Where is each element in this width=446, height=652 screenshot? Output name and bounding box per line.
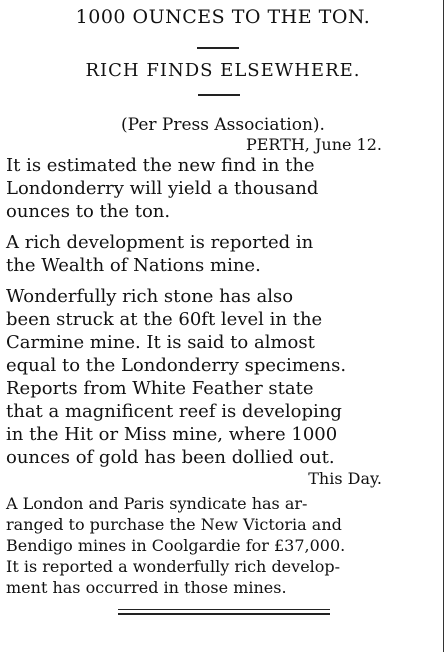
end-rule-bottom bbox=[118, 613, 330, 615]
para5-line5: ment has occurred in those mines. bbox=[6, 578, 287, 597]
credit-line: (Per Press Association). bbox=[121, 115, 325, 135]
para4-line4: ounces of gold has been dollied out. bbox=[6, 447, 335, 468]
para4-line1: Reports from White Feather state bbox=[6, 378, 314, 399]
para5-line3: Bendigo mines in Coolgardie for £37,000. bbox=[6, 536, 346, 555]
para2-line2: the Wealth of Nations mine. bbox=[6, 255, 261, 276]
para3-line1: Wonderfully rich stone has also bbox=[6, 286, 294, 307]
subheadline: RICH FINDS ELSEWHERE. bbox=[85, 60, 361, 81]
para4-line2: that a magnificent reef is developing bbox=[6, 401, 342, 422]
end-rule-top bbox=[118, 609, 330, 610]
para3-line3: Carmine mine. It is said to almost bbox=[6, 332, 315, 353]
dateline-2: This Day. bbox=[308, 469, 382, 488]
para5-line2: ranged to purchase the New Victoria and bbox=[6, 515, 342, 534]
para1-line2: Londonderry will yield a thousand bbox=[6, 178, 319, 199]
para5-line1: A London and Paris syndicate has ar- bbox=[6, 494, 308, 513]
para5-line4: It is reported a wonderfully rich develop- bbox=[6, 557, 341, 576]
para1-line3: ounces to the ton. bbox=[6, 201, 171, 222]
para3-line4: equal to the Londonderry specimens. bbox=[6, 355, 347, 376]
para1-line1: It is estimated the new find in the bbox=[6, 155, 315, 176]
para2-line1: A rich development is reported in bbox=[6, 232, 314, 253]
subheadline-divider bbox=[198, 94, 240, 96]
dateline: PERTH, June 12. bbox=[245, 135, 382, 154]
headline-divider bbox=[197, 47, 239, 49]
headline: 1000 OUNCES TO THE TON. bbox=[75, 6, 371, 28]
para3-line2: been struck at the 60ft level in the bbox=[6, 309, 323, 330]
para4-line3: in the Hit or Miss mine, where 1000 bbox=[6, 424, 338, 445]
